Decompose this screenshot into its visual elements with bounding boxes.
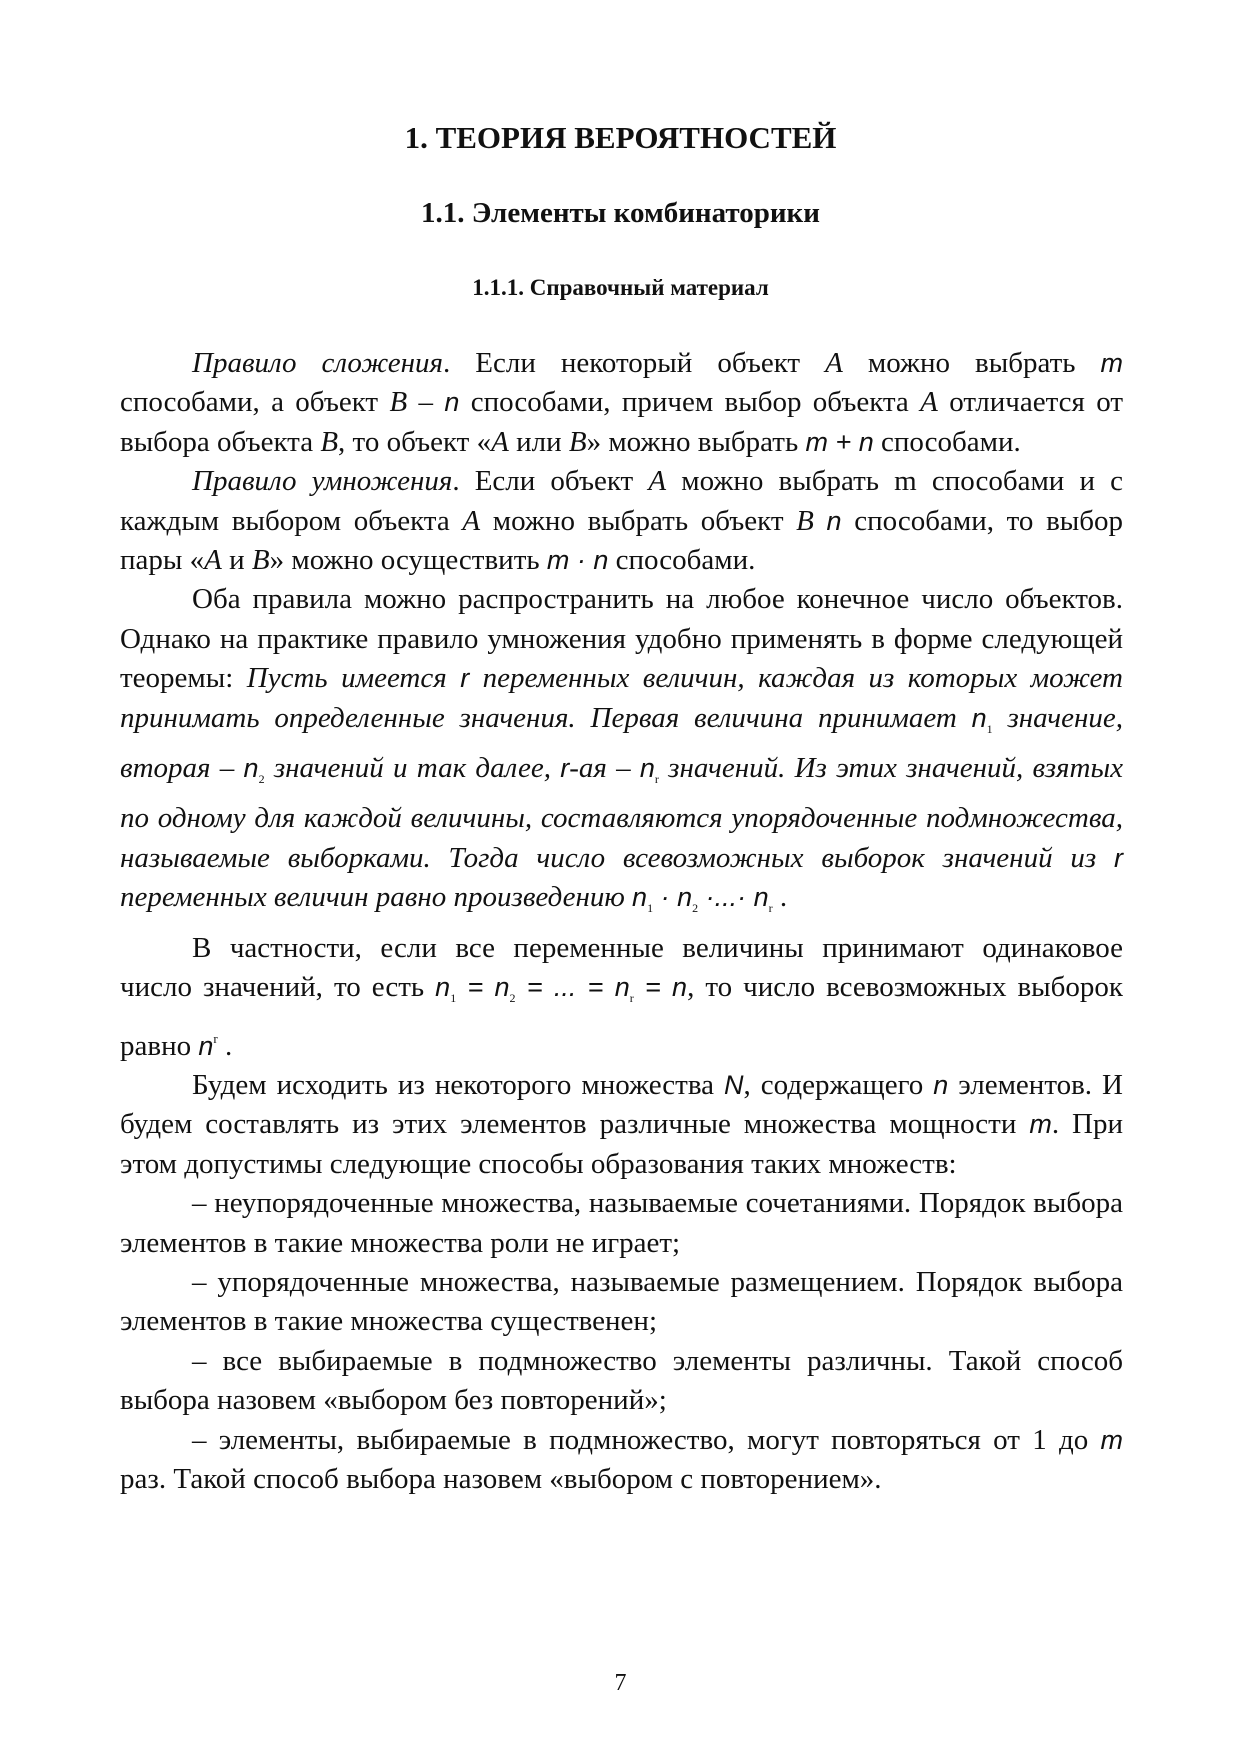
- text: отличается от выбора объекта: [120, 386, 1123, 458]
- italic-text: значений. Из этих значений, взятых по одному для каждой величины, составляются упорядоченные подмножества, называемые выборками. Тогда число всевозможных выборок значений из: [120, 752, 1123, 874]
- section-title: 1.1. Элементы комбинаторики: [421, 197, 820, 229]
- variable: r: [560, 753, 570, 784]
- text: – элементы, выбираемые в подмножество, могут повторяться от 1 до: [192, 1423, 1101, 1456]
- variable: A: [920, 386, 938, 419]
- text: . Если объект: [452, 465, 649, 498]
- text: раз. Такой способ выбора назовем «выбором с повторением».: [120, 1462, 882, 1495]
- operator: =: [456, 972, 495, 1003]
- text: , то число всевозможных выборок равно: [120, 971, 1124, 1062]
- text: можно выбрать: [842, 347, 1101, 379]
- subscript: 2: [258, 772, 265, 787]
- variable: n: [971, 702, 987, 733]
- variable: B: [568, 425, 587, 458]
- paragraph-set-formation: [120, 1066, 1123, 1184]
- variable: A: [648, 465, 667, 498]
- text: .: [772, 881, 788, 914]
- paragraph-addition-rule: [120, 344, 1123, 462]
- subscript: 1: [647, 901, 654, 916]
- operator: =: [633, 972, 673, 1003]
- formula-equality: [435, 971, 688, 1006]
- operator: = ... =: [515, 972, 615, 1003]
- list-item: – неупорядоченные множества, называемые сочетаниями. Порядок выбора элементов в такие множества роли не играет;: [120, 1187, 1123, 1259]
- text: и: [221, 544, 252, 577]
- variable: A: [204, 544, 222, 577]
- superscript: r: [213, 1030, 218, 1046]
- variable: n: [243, 753, 259, 784]
- text: способами.: [608, 544, 756, 577]
- variable: r: [460, 663, 470, 694]
- italic-text: значение, вторая –: [120, 701, 1123, 785]
- text: В частности, если все переменные величины принимают одинаковое число значений, то есть: [120, 931, 1123, 1004]
- italic-text: Пусть имеется: [246, 662, 461, 695]
- paragraph-theorem: [120, 580, 1123, 928]
- paragraph-multiplication-rule: [120, 462, 1123, 580]
- subscript: r: [768, 901, 773, 916]
- text: можно выбрать объект: [480, 504, 797, 537]
- text: , содержащего: [743, 1068, 934, 1101]
- body-text: [120, 344, 1123, 1499]
- variable: B: [796, 504, 814, 537]
- variable: m: [1029, 1109, 1052, 1140]
- text: способами, причем выбор объекта: [459, 386, 921, 419]
- variable: n: [826, 505, 842, 536]
- text: способами, то выбор пары «: [120, 504, 1124, 577]
- variable: n: [672, 972, 688, 1003]
- italic-text: -ая –: [569, 752, 640, 785]
- list-item: – все выбираемые в подмножество элементы различны. Такой способ выбора назовем «выбором без повторений»;: [120, 1344, 1123, 1417]
- subscript: 1: [986, 721, 993, 736]
- variable: A: [825, 347, 843, 379]
- subscript: 1: [450, 991, 457, 1006]
- term: Правило умножения: [192, 465, 453, 498]
- variable: n: [444, 387, 460, 418]
- text: .: [217, 1029, 233, 1062]
- list-item: [120, 1421, 1123, 1500]
- subscript: 2: [509, 991, 516, 1006]
- text: Будем исходить из некоторого множества: [192, 1068, 725, 1101]
- text: или: [508, 425, 569, 458]
- text: способами, а объект: [120, 386, 390, 419]
- variable: n: [614, 972, 630, 1003]
- italic-text: переменных величин равно произведению: [120, 881, 633, 914]
- variable: B: [389, 386, 408, 419]
- variable: A: [491, 425, 509, 458]
- variable: r: [1114, 842, 1123, 873]
- text: » можно выбрать: [586, 425, 806, 458]
- italic-text: переменных величин, каждая из которых может принимать определенные значения. Первая величина принимает: [120, 662, 1123, 734]
- variable: n: [933, 1069, 949, 1100]
- variable: m: [1100, 1424, 1123, 1455]
- term: Правило сложения: [192, 347, 444, 379]
- formula-product-n: [632, 881, 773, 916]
- text: . Если некоторый объект: [443, 347, 826, 379]
- subsection-title: 1.1.1. Справочный материал: [472, 275, 769, 300]
- formula-sum: m + n: [805, 426, 874, 457]
- subscript: 2: [692, 901, 699, 916]
- variable: n: [753, 882, 769, 913]
- paragraph-equal-values: [120, 929, 1123, 1066]
- text: » можно осуществить: [269, 544, 547, 577]
- operator: ·: [653, 882, 678, 913]
- chapter-title: 1. ТЕОРИЯ ВЕРОЯТНОСТЕЙ: [404, 120, 837, 155]
- text: [814, 505, 827, 537]
- text: элементов. И будем составлять из этих элементов различные множества мощности: [120, 1068, 1123, 1141]
- variable: n: [494, 972, 510, 1003]
- variable: n: [198, 1030, 214, 1061]
- text: . При этом допустимы следующие способы образования таких множеств:: [120, 1108, 1123, 1180]
- variable: B: [320, 425, 339, 458]
- variable: m: [1100, 348, 1124, 378]
- variable: N: [724, 1069, 744, 1100]
- text: –: [407, 386, 445, 419]
- text: способами.: [873, 425, 1021, 458]
- operator: ·...·: [698, 882, 754, 913]
- text: , то объект «: [338, 425, 492, 458]
- variable: n: [639, 753, 655, 784]
- subscript: r: [654, 772, 659, 787]
- variable: n: [435, 972, 451, 1003]
- formula-product: m · n: [546, 545, 609, 576]
- list-item: – упорядоченные множества, называемые размещением. Порядок выбора элементов в такие множества существенен;: [120, 1265, 1123, 1338]
- variable: B: [251, 544, 270, 577]
- formula-power: [198, 1030, 217, 1062]
- page-number: 7: [614, 1670, 627, 1696]
- italic-text: значений и так далее,: [264, 752, 561, 785]
- variable: n: [677, 882, 693, 913]
- variable: n: [632, 882, 648, 913]
- text: можно выбрать m способами и с каждым выбором объекта: [120, 465, 1123, 537]
- variable: A: [462, 504, 481, 537]
- subscript: r: [629, 991, 634, 1006]
- text: Оба правила можно распространить на любое конечное число объектов. Однако на практике правило умножения удобно применять в форме следующей теоремы:: [120, 583, 1123, 695]
